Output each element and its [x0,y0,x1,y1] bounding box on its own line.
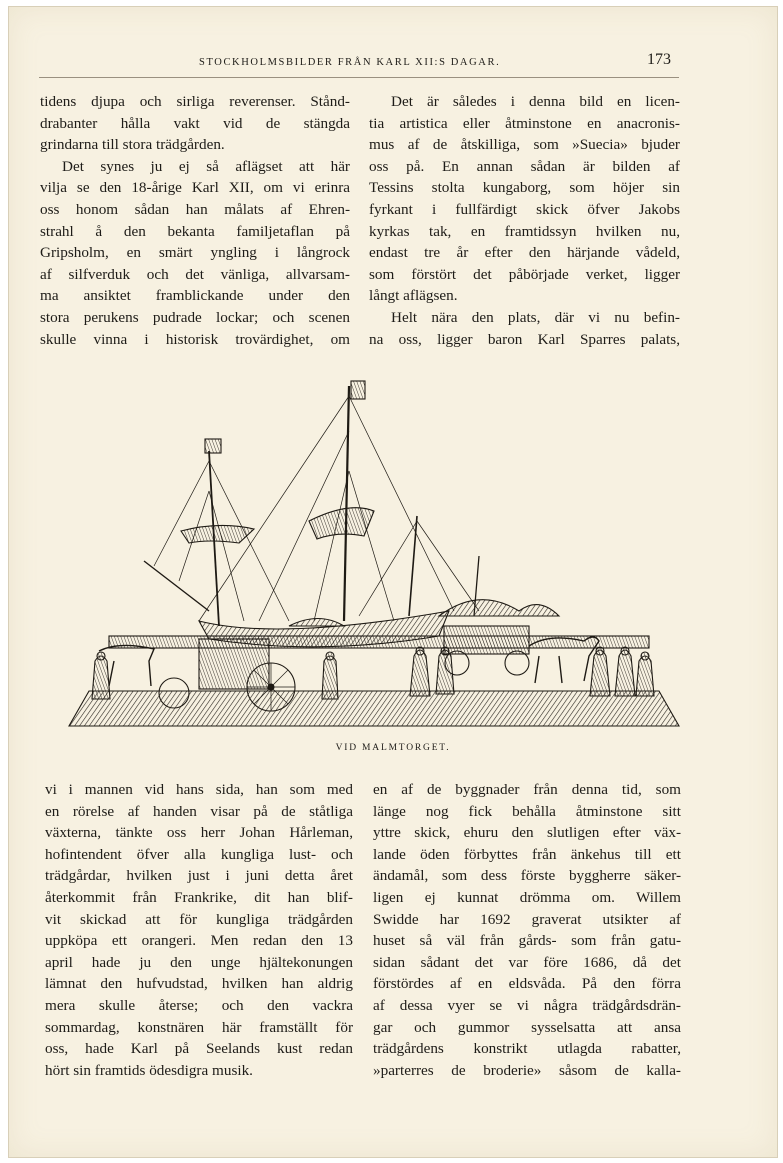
text-line: grindarna till stora trädgården. [40,136,225,154]
text-line: hofintendent öfver alla kungliga lust- och [45,845,353,863]
page-header [9,51,777,75]
text-line: huset så väl från gårds- som från gatu- [373,932,681,950]
text-line: lande öden förbyttes från änkehus till ett [373,845,681,863]
text-line: tidens djupa och sirliga reverenser. Stånd- [40,93,350,110]
text-line: som förstört det påbörjade verket, ligger [369,265,680,283]
carriage [199,639,269,689]
text-line: na oss, ligger baron Karl Sparres palats, [369,330,680,348]
fore-flag [205,439,221,453]
text-column-top-right [369,91,680,350]
text-line: vi i mannen vid hans sida, han som med [45,781,353,798]
text-line: vilja se den 18-årige Karl XII, om vi erinra [40,179,350,197]
text-column-bottom-right [373,779,681,1081]
text-line: ma ansiktet framblickande under den [40,287,350,305]
text-line: trädgårdens konstrikt utlagda rabatter, [373,1040,681,1058]
text-line: långt aflägsen. [369,287,458,305]
text-line: Helt nära den plats, där vi nu befin- [391,308,680,326]
wagon-wheel [505,651,529,675]
text-line: lämnat den hufvudstad, hvilken han aldrig [45,975,353,993]
text-line: sommardag, konstnären här framställt för [45,1018,353,1036]
running-title: STOCKHOLMSBILDER FRÅN KARL XII:S DAGAR. [199,57,501,68]
text-line: oss honom sådan han målats af Ehren- [40,200,350,218]
text-line: växterna, tänkte oss herr Johan Hårleman, [45,824,353,842]
main-sail [309,508,374,539]
text-line: hört sin framtids ödesdigra musik. [45,1061,253,1079]
cargo-wagon [444,626,529,654]
cargo-heap [439,600,559,616]
mizzen-mast [409,516,417,616]
page-number: 173 [647,51,671,68]
text-line: Det är således i denna bild en licen- [391,93,680,110]
text-column-bottom-left [45,779,353,1081]
text-line: Gripsholm, en smärt yngling i långrock [40,244,350,262]
text-line: ändamål, som dess förste byggherre säker- [373,867,681,885]
text-line: en rörelse af handen visar på de ståtliga [45,802,353,820]
text-line: oss, hade Karl på Seelands kust redan [45,1040,353,1058]
text-line: af dessa vyer se vi några trädgårdsdrän- [373,996,681,1014]
ground-hatching [69,691,679,726]
text-line: april hade ju den unge hjältekonungen [45,953,353,971]
text-line: vit skickad att för kungliga trädgården [45,910,353,928]
text-line: endast tre år efter den härjande vådeld, [369,244,680,262]
text-line: skulle vinna i historisk trovärdighet, om [40,330,350,348]
text-line: mera skulle återse; och den vackra [45,996,353,1014]
text-line: förstördes af en eldsvåda. På den förra [373,975,681,993]
text-line: stora perukens pudrade lockar; och scenen [40,308,350,326]
text-line: kyrkas tak, en framtidssyn hvilken nu, [369,222,680,240]
text-line: återkommit från Frankrike, dit han blif- [45,888,353,906]
text-line: oss på. En annan sådan är bilden af [369,157,680,175]
main-flag [351,381,365,399]
text-line: strahl å den bekanta familjetaflan på [40,222,350,240]
text-line: af silfverduk och det vänliga, allvarsam- [40,265,350,283]
text-line: en af de byggnader från denna tid, som [373,781,681,798]
header-rule [39,77,679,78]
bowsprit [144,561,209,611]
figure-caption: VID MALMTORGET. [335,743,451,753]
text-line: drabanter hålla vakt vid de stängda [40,114,350,132]
text-line: gar och gummor sysselsatta att ansa [373,1018,681,1036]
book-page [8,6,778,1158]
text-line: sidan sådant det var före 1686, då det [373,953,681,971]
text-line: ligen ej kunnat drömma om. Willem [373,888,681,906]
text-line: Swidde har 1692 graverat utsikter af [373,910,681,928]
text-line: yttre skick, ehuru den slutligen efter väx- [373,824,681,842]
engraving-illustration [59,371,687,731]
text-column-top-left [40,91,350,350]
text-line: mus af de åtskilliga, som »Suecia» bjuder [369,136,680,154]
fore-sail [181,525,254,543]
text-line: »parterres de broderie» såsom de kalla- [373,1061,681,1079]
text-line: länge nog fick behålla åtminstone sitt [373,802,681,820]
text-line: uppköpa ett orangeri. Men redan den 13 [45,932,353,950]
text-line: trädgårdar, hvilken just i juni detta året [45,867,353,885]
text-line: Tessins stolta kungaborg, som höjer sin [369,179,680,197]
text-line: fyrkant i fullfärdigt skick öfver Jakobs [369,200,680,218]
main-mast [344,386,349,621]
text-line: tia artistica eller åtminstone en anacronis- [369,114,680,132]
text-line: Det synes ju ej så aflägset att här [62,157,350,175]
